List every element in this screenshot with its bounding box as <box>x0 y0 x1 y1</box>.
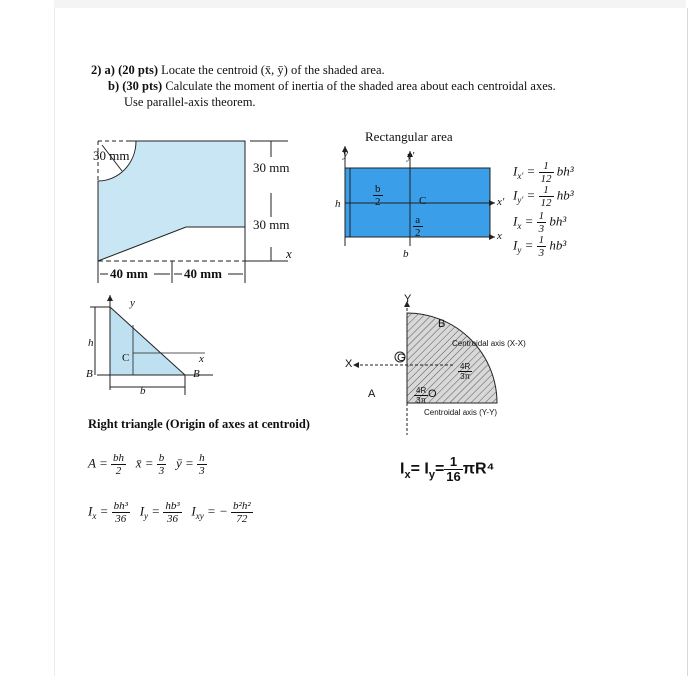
dim-bottom-right: 40 mm <box>184 266 222 281</box>
formula-iy: $I_y$ = $\frac{1}{3}$ hb³ <box>513 234 567 259</box>
tri-x: x <box>199 353 204 365</box>
four-r-fraction-a <box>458 362 472 381</box>
question-line-a <box>91 62 385 79</box>
tri-y: y <box>130 297 135 309</box>
tri-c: C <box>122 352 130 364</box>
a-half-den: 2 <box>415 227 421 239</box>
quarter-a: A <box>368 388 376 400</box>
formula-iy-prime: $I_{y'}$ = $\frac{1}{12}$ hb³ <box>513 184 574 209</box>
tri-b-left: B <box>86 368 93 380</box>
question-b-points: (30 pts) <box>122 79 163 93</box>
b-half-den: 2 <box>375 196 381 208</box>
dim-top-right: 30 mm <box>253 160 290 175</box>
quarter-x: X <box>345 358 353 370</box>
rect-x-prime: x' <box>497 196 505 208</box>
x-axis-label: x <box>286 246 292 261</box>
question-b-prefix: b) <box>108 79 120 93</box>
quarter-circle-figure <box>345 295 560 445</box>
rect-title: Rectangular area <box>365 129 453 144</box>
question-a-prefix: 2) a) <box>91 63 115 77</box>
four-r-den-b: 3π <box>416 396 427 405</box>
dim-radius: 30 mm <box>93 148 130 163</box>
b-half-fraction <box>373 183 383 208</box>
a-half-num: a <box>413 214 423 227</box>
question-line-b <box>108 78 556 95</box>
four-r-fraction-b <box>414 386 428 405</box>
quarter-inertia-formula: $I_x= I_y=$ $\frac{1}{16}$ πR⁴ <box>400 454 495 484</box>
four-r-den-a: 3π <box>460 372 471 381</box>
triangle-shaded-area <box>110 307 185 375</box>
four-r-num-a: 4R <box>460 362 471 371</box>
dim-bottom-left: 40 mm <box>110 266 148 281</box>
a-half-fraction <box>413 214 423 239</box>
question-line-c: Use parallel-axis theorem. <box>124 95 256 109</box>
four-r-num-b: 4R <box>416 386 427 395</box>
tri-formula-inertia: $I_x$ = $\frac{\text{bh³}}{36}$ $I_y$ = $\frac{\text{hb³}}{36}$ $I_{xy}$ = − $\frac{\text{b²h²}}{72}$ <box>88 500 251 525</box>
triangle-caption: Right triangle (Origin of axes at centroid) <box>88 417 310 431</box>
rect-b: b <box>403 248 409 260</box>
tri-b-base: b <box>140 385 146 397</box>
formula-ix: $I_x$ = $\frac{1}{3}$ bh³ <box>513 210 567 235</box>
tri-h: h <box>88 337 94 349</box>
rect-x: x <box>497 230 502 242</box>
b-half-num: b <box>375 183 381 195</box>
triangle-figure <box>85 295 225 405</box>
rect-y: y <box>343 148 348 160</box>
quarter-b: B <box>438 318 446 330</box>
quarter-y: Y <box>404 293 412 305</box>
centroidal-axis-xx: Centroidal axis (X-X) <box>452 339 526 348</box>
question-b-text: Calculate the moment of inertia of the shaded area about each centroidal axes. <box>165 79 556 93</box>
dim-mid-right: 30 mm <box>253 217 290 232</box>
tri-b-right: B <box>193 368 200 380</box>
quarter-o: O <box>428 388 437 400</box>
rect-h: h <box>335 198 341 210</box>
question-a-text: Locate the centroid (x̄, ȳ) of the shaded area. <box>161 63 385 77</box>
formula-ix-prime: $I_{x'}$ = $\frac{1}{12}$ bh³ <box>513 160 574 185</box>
quarter-g: G <box>397 352 406 364</box>
rect-c: C <box>419 195 427 207</box>
question-a-points: (20 pts) <box>118 63 159 77</box>
tri-formula-area-centroid: A = $\frac{bh}{2}$ x̄ = $\frac{b}{3}$ ȳ = $\frac{h}{3}$ <box>88 452 205 477</box>
centroidal-axis-yy: Centroidal axis (Y-Y) <box>424 408 498 417</box>
rect-y-prime: y' <box>407 150 415 162</box>
page-top-shadow <box>54 0 686 8</box>
